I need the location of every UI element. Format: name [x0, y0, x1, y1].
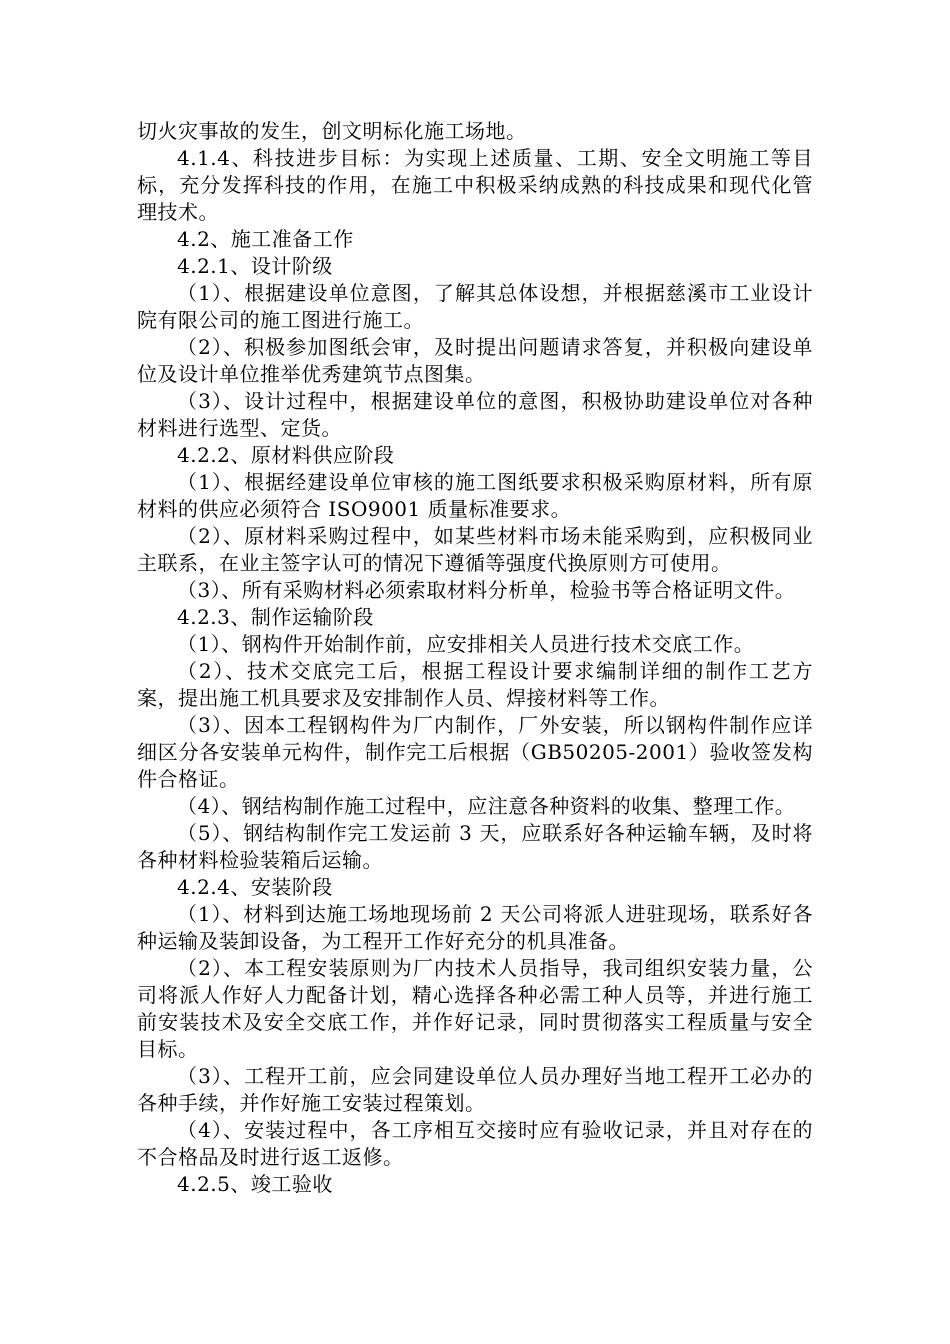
subsection-heading: 4.2.2、原材料供应阶段 [177, 443, 395, 467]
list-item: （4）、钢结构制作施工过程中，应注意各种资料的收集、整理工作。 [177, 794, 796, 818]
list-item: （2）、积极参加图纸会审，及时提出问题请求答复，并积极向建设单位及设计单位推举优秀建筑节点图集。 [137, 335, 813, 386]
subsection-heading: 4.2.1、设计阶级 [177, 254, 333, 278]
list-item: （1）、根据经建设单位审核的施工图纸要求积极采购原材料，所有原材料的供应必须符合 ISO9001 质量标准要求。 [137, 470, 813, 521]
section-heading: 4.2、施工准备工作 [177, 227, 354, 251]
paragraph: 切火灾事故的发生，创文明标化施工场地。 [137, 119, 527, 143]
list-item: （4）、安装过程中，各工序相互交接时应有验收记录，并且对存在的不合格品及时进行返工返修。 [137, 1118, 813, 1169]
subsection-heading: 4.2.5、竣工验收 [177, 1172, 333, 1196]
list-item: （2）、原材料采购过程中，如某些材料市场未能采购到，应积极同业主联系，在业主签字认可的情况下遵循等强度代换原则方可使用。 [137, 524, 813, 575]
list-item: （1）、根据建设单位意图，了解其总体设想，并根据慈溪市工业设计院有限公司的施工图进行施工。 [137, 281, 813, 332]
paragraph: 4.1.4、科技进步目标：为实现上述质量、工期、安全文明施工等目标，充分发挥科技的作用，在施工中积极采纳成熟的科技成果和现代化管理技术。 [137, 146, 813, 224]
list-item: （1）、材料到达施工场地现场前 2 天公司将派人进驻现场，联系好各种运输及装卸设备，为工程开工作好充分的机具准备。 [137, 902, 813, 953]
subsection-heading: 4.2.3、制作运输阶段 [177, 605, 374, 629]
list-item: （5）、钢结构制作完工发运前 3 天，应联系好各种运输车辆，及时将各种材料检验装箱后运输。 [137, 821, 813, 872]
document-body [137, 118, 813, 1198]
list-item: （2）、本工程安装原则为厂内技术人员指导，我司组织安装力量，公司将派人作好人力配备计划，精心选择各种必需工种人员等，并进行施工前安装技术及安全交底工作，并作好记录，同时贯彻落实工程质量与安全目标。 [137, 956, 813, 1061]
list-item: （3）、因本工程钢构件为厂内制作，厂外安装，所以钢构件制作应详细区分各安装单元构件，制作完工后根据（GB50205-2001）验收签发构件合格证。 [137, 713, 813, 791]
list-item: （1）、钢构件开始制作前，应安排相关人员进行技术交底工作。 [177, 632, 755, 656]
list-item: （2）、技术交底完工后，根据工程设计要求编制详细的制作工艺方案，提出施工机具要求及安排制作人员、焊接材料等工作。 [137, 659, 813, 710]
subsection-heading: 4.2.4、安装阶段 [177, 875, 333, 899]
list-item: （3）、所有采购材料必须索取材料分析单，检验书等合格证明文件。 [177, 578, 796, 602]
list-item: （3）、设计过程中，根据建设单位的意图，积极协助建设单位对各种材料进行选型、定货。 [137, 389, 813, 440]
list-item: （3）、工程开工前，应会同建设单位人员办理好当地工程开工必办的各种手续，并作好施工安装过程策划。 [137, 1064, 813, 1115]
